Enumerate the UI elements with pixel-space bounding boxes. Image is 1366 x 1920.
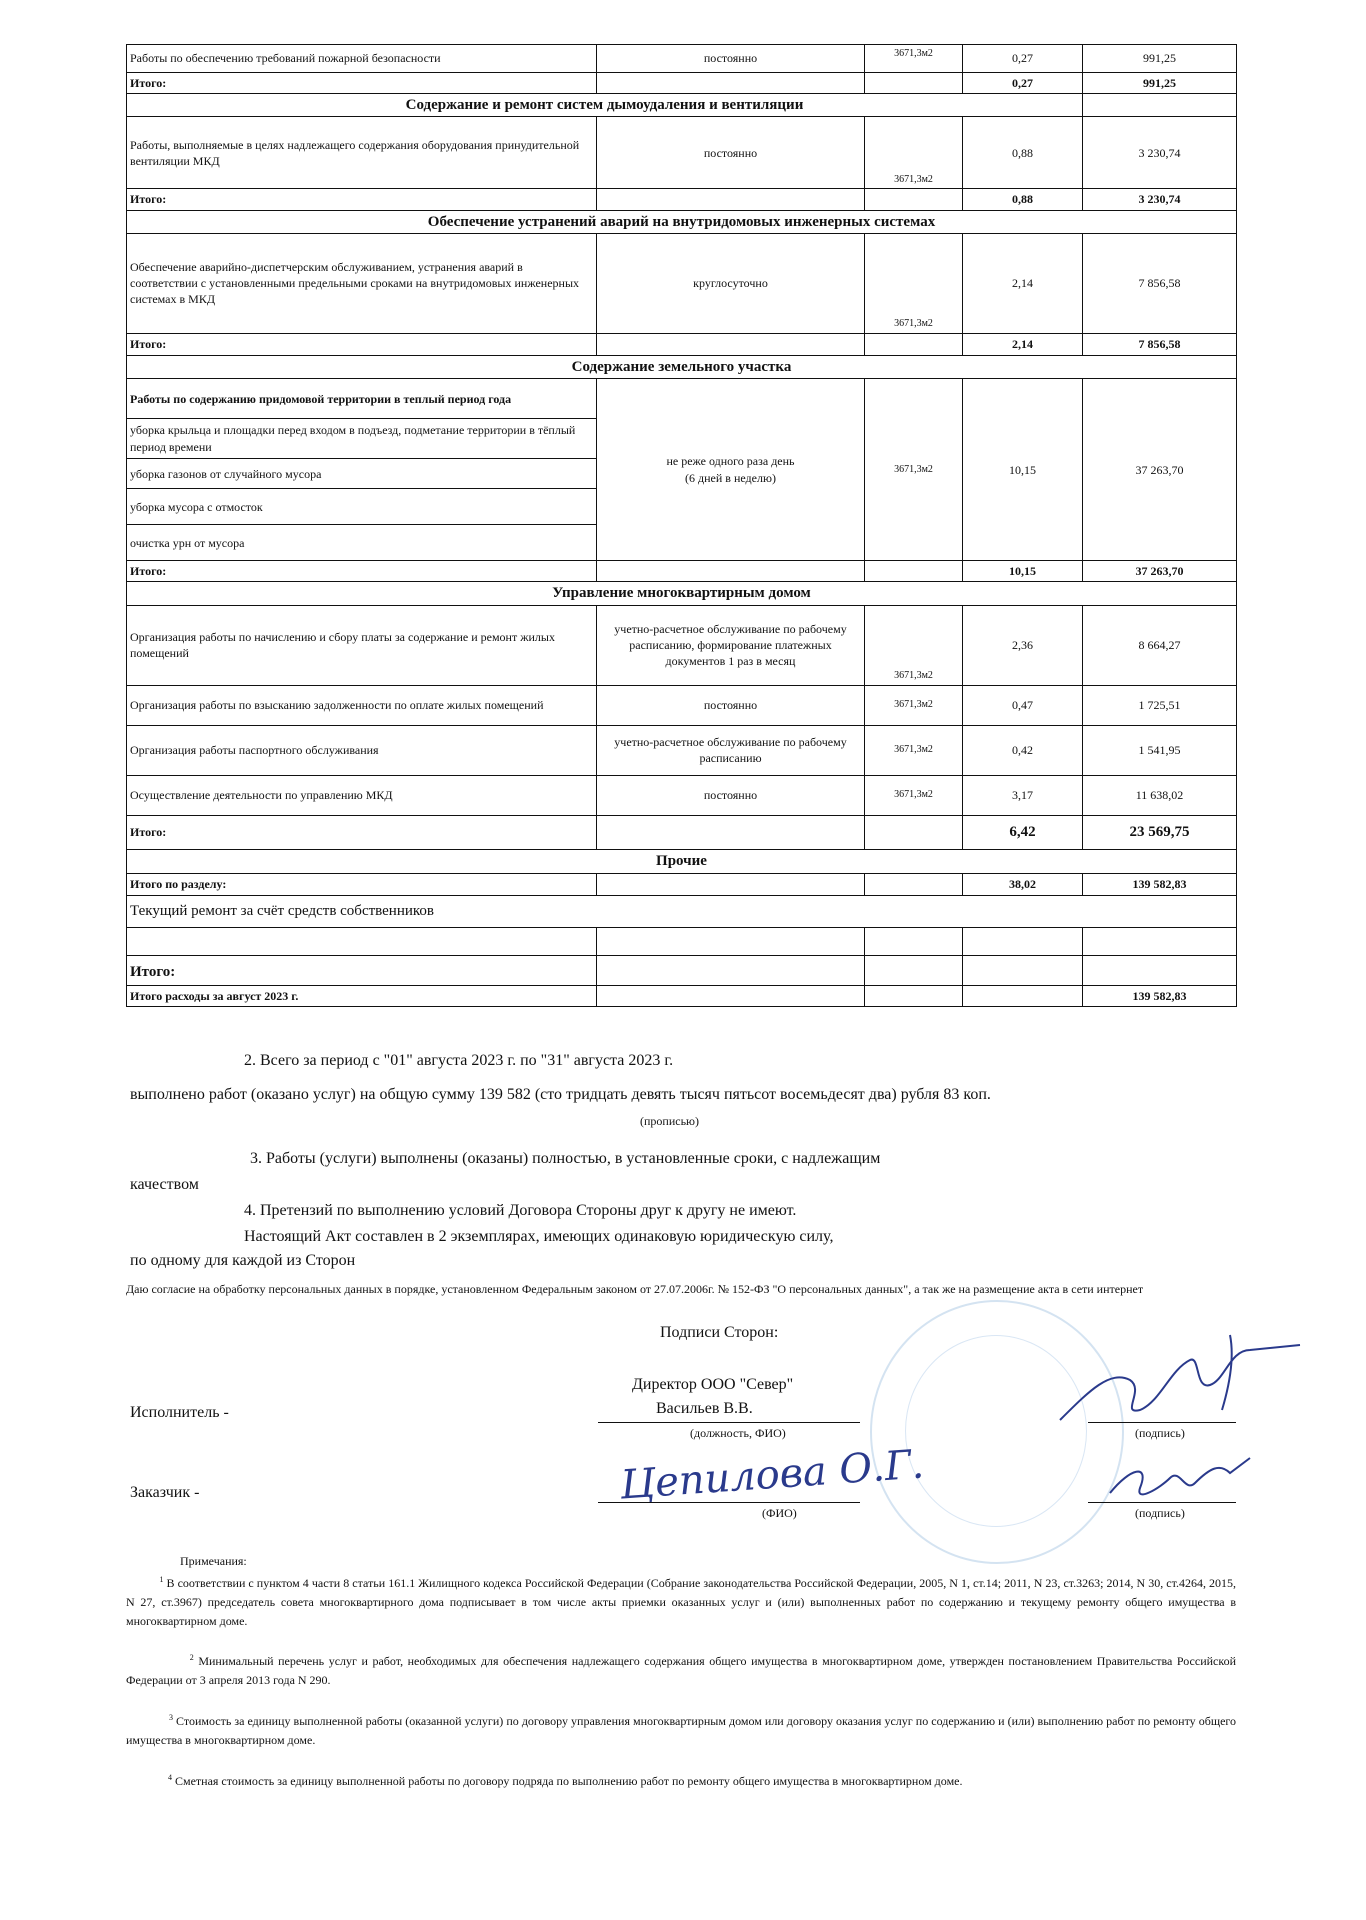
work-name: Организация работы по взысканию задолженности по оплате жилых помещений — [127, 685, 597, 725]
note-text: Минимальный перечень услуг и работ, необходимых для обеспечения надлежащего содержания общего имущества в многоквартирном доме, утвержден постановлением Правительства Российской Федерации от 3 апреля 2013 года N 290. — [126, 1654, 1237, 1688]
work-rate: 0,42 — [963, 725, 1083, 775]
work-name: Организация работы по начислению и сбору платы за содержание и ремонт жилых помещений — [127, 605, 597, 685]
total-row — [127, 873, 1237, 895]
executor-line — [598, 1422, 860, 1423]
total-label: Итого по разделу: — [127, 873, 597, 895]
customer-signature — [1100, 1448, 1260, 1508]
work-name: Организация работы паспортного обслуживания — [127, 725, 597, 775]
work-rate: 0,27 — [963, 45, 1083, 73]
total-rate: 6,42 — [963, 815, 1083, 849]
note-4 — [126, 1772, 1236, 1791]
paragraph-5: Настоящий Акт составлен в 2 экземплярах, имеющих одинаковую юридическую силу, — [244, 1228, 834, 1245]
work-unit: 3671,3м2 — [865, 605, 963, 685]
executor-label: Исполнитель - — [130, 1404, 229, 1421]
total-row — [127, 561, 1237, 582]
table-row — [127, 895, 1237, 927]
land-item: уборка газонов от случайного мусора — [127, 459, 597, 489]
total-row — [127, 815, 1237, 849]
customer-label: Заказчик - — [130, 1484, 200, 1501]
note-number: 4 — [168, 1773, 172, 1782]
paragraph-4: 4. Претензий по выполнению условий Договора Стороны друг к другу не имеют. — [244, 1202, 797, 1219]
work-rate: 0,88 — [963, 117, 1083, 189]
work-rate: 2,36 — [963, 605, 1083, 685]
executor-signature — [1050, 1330, 1310, 1430]
total-label: Итого: — [127, 815, 597, 849]
total-row — [127, 189, 1237, 210]
caption-words: (прописью) — [640, 1114, 700, 1128]
work-frequency: постоянно — [597, 775, 865, 815]
work-frequency: постоянно — [597, 45, 865, 73]
total-label: Итого: — [127, 333, 597, 355]
work-unit: 3671,3м2 — [865, 233, 963, 333]
land-frequency — [597, 379, 865, 561]
total-sum: 139 582,83 — [1083, 873, 1237, 895]
total-sum: 991,25 — [1083, 73, 1237, 94]
table-row — [127, 725, 1237, 775]
work-unit: 3671,3м2 — [865, 117, 963, 189]
work-name: Обеспечение аварийно-диспетчерским обслуживанием, устранения аварий в соответствии с установленными предельными сроками на внутридомовых инженерных системах в МКД — [127, 233, 597, 333]
paragraph-3-end: качеством — [130, 1176, 199, 1193]
section-header — [127, 355, 1237, 378]
executor-name: Васильев В.В. — [656, 1400, 753, 1417]
section-header — [127, 849, 1237, 873]
land-item: очистка урн от мусора — [127, 525, 597, 561]
total-row — [127, 333, 1237, 355]
total-row — [127, 955, 1237, 985]
section-title: Управление многоквартирным домом — [127, 582, 1237, 605]
customer-handwritten-name: Цепилова О.Г. — [618, 1441, 926, 1509]
table-row — [127, 927, 1237, 955]
consent-text: Даю согласие на обработку персональных данных в порядке, установленном Федеральным законом от 27.07.2006г. № 152-ФЗ "О персональных данных", а так же на размещение акта в сети интернет — [126, 1282, 1144, 1296]
total-sum: 7 856,58 — [1083, 333, 1237, 355]
land-header: Работы по содержанию придомовой территории в теплый период года — [127, 379, 597, 419]
table-row — [127, 775, 1237, 815]
total-row — [127, 985, 1237, 1006]
total-sum: 3 230,74 — [1083, 189, 1237, 210]
work-unit: 3671,3м2 — [865, 45, 963, 73]
work-name: Работы по обеспечению требований пожарной безопасности — [127, 45, 597, 73]
work-frequency: учетно-расчетное обслуживание по рабочему расписанию — [597, 725, 865, 775]
table-row — [127, 233, 1237, 333]
section-header — [127, 582, 1237, 605]
note-text: Стоимость за единицу выполненной работы (оказанной услуги) по договору управления многоквартирным домом или договору оказания услуг по содержанию и (или) выполнению работ по ремонту общего имущества в многоквартирном доме. — [126, 1714, 1237, 1748]
land-item: уборка мусора с отмосток — [127, 489, 597, 525]
paragraph-2-amount: выполнено работ (оказано услуг) на общую сумму 139 582 (сто тридцать девять тысяч пятьсот восемьдесят два) рубля 83 коп. — [130, 1086, 991, 1103]
work-name: Работы, выполняемые в целях надлежащего содержания оборудования принудительной вентиляции МКД — [127, 117, 597, 189]
land-frequency-line2: (6 дней в неделю) — [685, 470, 776, 485]
work-sum: 8 664,27 — [1083, 605, 1237, 685]
total-sum: 37 263,70 — [1083, 561, 1237, 582]
section-header — [127, 210, 1237, 233]
total-rate: 38,02 — [963, 873, 1083, 895]
total-sum: 23 569,75 — [1083, 815, 1237, 849]
note-number: 3 — [168, 1713, 173, 1722]
work-frequency: круглосуточно — [597, 233, 865, 333]
land-item: уборка крыльца и площадки перед входом в подъезд, подметание территории в тёплый период времени — [127, 419, 597, 459]
section-header — [127, 94, 1237, 117]
total-label: Итого: — [127, 189, 597, 210]
caption-fio: (ФИО) — [762, 1506, 797, 1520]
work-unit: 3671,3м2 — [865, 725, 963, 775]
total-label: Итого: — [127, 561, 597, 582]
work-frequency: постоянно — [597, 685, 865, 725]
work-sum: 3 230,74 — [1083, 117, 1237, 189]
work-sum: 1 725,51 — [1083, 685, 1237, 725]
work-sum: 991,25 — [1083, 45, 1237, 73]
note-number: 1 — [159, 1575, 164, 1584]
total-label: Итого: — [127, 73, 597, 94]
section-title: Содержание и ремонт систем дымоудаления и вентиляции — [127, 94, 1083, 117]
work-frequency: учетно-расчетное обслуживание по рабочему расписанию, формирование платежных документов 1 раз в месяц — [597, 605, 865, 685]
works-table — [126, 44, 1237, 1007]
total-label: Итого расходы за август 2023 г. — [127, 985, 597, 1006]
caption-signature: (подпись) — [1135, 1506, 1185, 1520]
table-row — [127, 685, 1237, 725]
work-sum: 1 541,95 — [1083, 725, 1237, 775]
note-1 — [126, 1574, 1236, 1632]
work-rate: 2,14 — [963, 233, 1083, 333]
table-row — [127, 45, 1237, 73]
section-title: Содержание земельного участка — [127, 355, 1237, 378]
note-text: В соответствии с пунктом 4 части 8 статьи 161.1 Жилищного кодекса Российской Федерации (Собрание законодательства Российской Федерации, 2005, N 1, ст.14; 2011, N 23, ст.3263; 2014, N 30, ст.4264, 2015, N 27, ст.3967) председатель совета многоквартирного дома подписывает в том числе акты приемки оказанных услуг и (или) выполненных работ по содержанию и текущему ремонту общего имущества в многоквартирном доме. — [126, 1576, 1237, 1629]
total-rate: 2,14 — [963, 333, 1083, 355]
work-frequency: постоянно — [597, 117, 865, 189]
total-row — [127, 73, 1237, 94]
caption-position-fio: (должность, ФИО) — [690, 1426, 786, 1440]
work-unit: 3671,3м2 — [865, 379, 963, 561]
notes-title: Примечания: — [180, 1554, 247, 1568]
note-number: 2 — [189, 1653, 194, 1662]
executor-position: Директор ООО "Север" — [632, 1376, 794, 1393]
caption-signature: (подпись) — [1135, 1426, 1185, 1440]
paragraph-2-period: 2. Всего за период с "01" августа 2023 г. по "31" августа 2023 г. — [244, 1052, 674, 1069]
total-sum: 139 582,83 — [1083, 985, 1237, 1006]
paragraph-5-end: по одному для каждой из Сторон — [130, 1252, 356, 1269]
work-sum: 37 263,70 — [1083, 379, 1237, 561]
work-unit: 3671,3м2 — [865, 775, 963, 815]
work-sum: 7 856,58 — [1083, 233, 1237, 333]
work-unit: 3671,3м2 — [865, 685, 963, 725]
work-sum: 11 638,02 — [1083, 775, 1237, 815]
note-text: Сметная стоимость за единицу выполненной работы по договору подряда по выполнению работ по ремонту общего имущества в многоквартирном доме. — [175, 1774, 963, 1788]
work-rate: 3,17 — [963, 775, 1083, 815]
work-name: Осуществление деятельности по управлению МКД — [127, 775, 597, 815]
table-row — [127, 605, 1237, 685]
table-row — [127, 379, 1237, 419]
land-frequency-line1: не реже одного раза день — [666, 454, 795, 469]
section-title: Обеспечение устранений аварий на внутридомовых инженерных системах — [127, 210, 1237, 233]
repair-title: Текущий ремонт за счёт средств собственников — [127, 895, 1237, 927]
note-3 — [126, 1712, 1236, 1750]
signatures-title: Подписи Сторон: — [660, 1324, 779, 1341]
total-rate: 0,27 — [963, 73, 1083, 94]
total-rate: 10,15 — [963, 561, 1083, 582]
total-rate: 0,88 — [963, 189, 1083, 210]
total-label: Итого: — [127, 955, 597, 985]
work-rate: 0,47 — [963, 685, 1083, 725]
table-row — [127, 117, 1237, 189]
customer-line — [598, 1502, 860, 1503]
section-title: Прочие — [127, 849, 1237, 873]
work-rate: 10,15 — [963, 379, 1083, 561]
note-2 — [126, 1652, 1236, 1690]
paragraph-3: 3. Работы (услуги) выполнены (оказаны) полностью, в установленные сроки, с надлежащим — [250, 1150, 881, 1167]
